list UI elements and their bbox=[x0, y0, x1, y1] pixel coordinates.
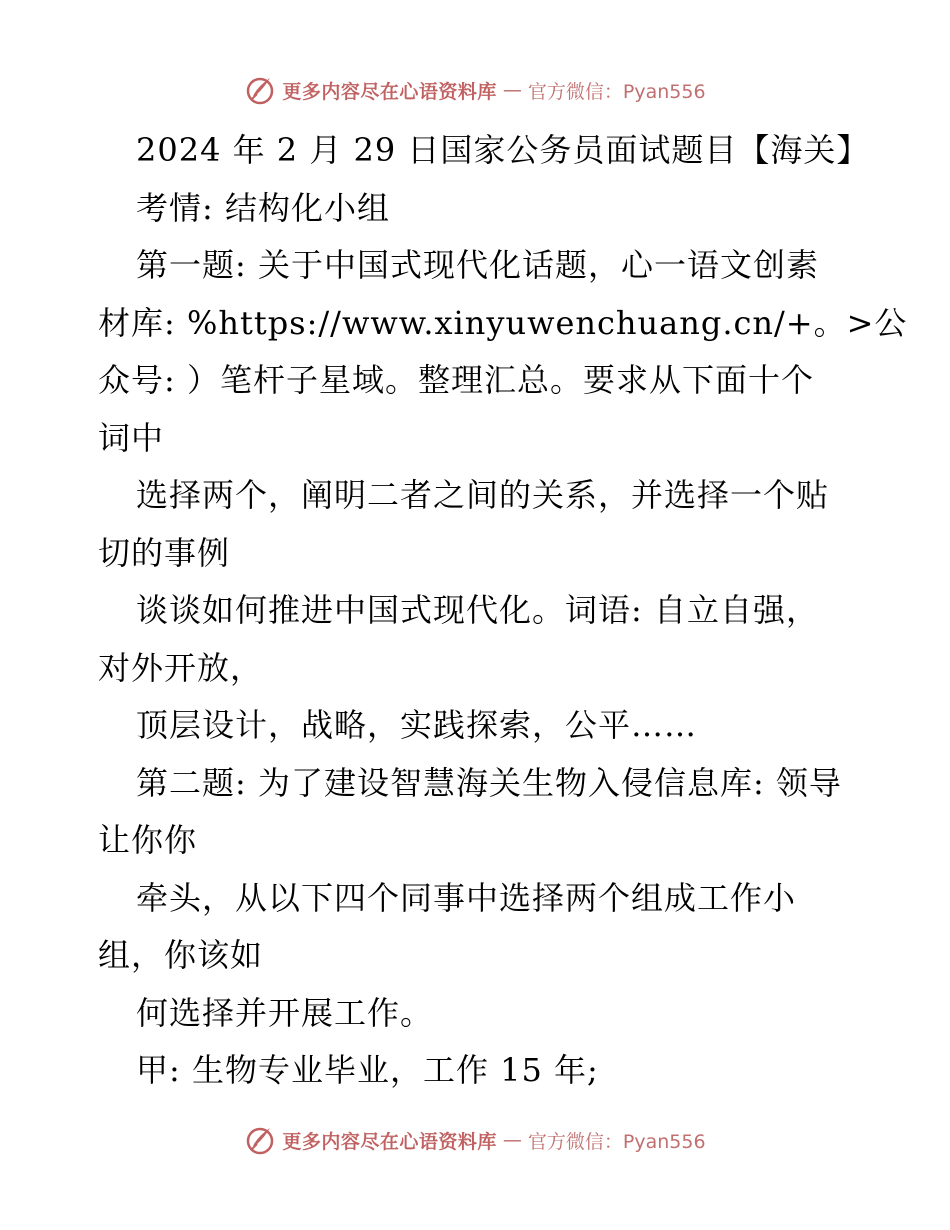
document-body bbox=[98, 122, 908, 1100]
paragraph-line: 让你你 bbox=[98, 821, 198, 859]
paragraph-line: 甲: 生物专业毕业，工作 15 年; bbox=[136, 1051, 599, 1089]
paragraph-line: 对外开放， bbox=[98, 648, 264, 687]
paragraph-line: 材库: %https://www.xinyuwenchuang.cn/+。>公 bbox=[98, 303, 908, 342]
paragraph-line: 众号: ）笔杆子星域。整理汇总。要求从下面十个 bbox=[98, 361, 814, 399]
watermark-text: 更多内容尽在心语资料库 bbox=[282, 1130, 497, 1153]
paragraph-line: 切的事例 bbox=[98, 533, 231, 572]
watermark-separator: — bbox=[502, 1129, 522, 1151]
paragraph-line: 选择两个，阐明二者之间的关系，并选择一个贴 bbox=[136, 476, 830, 514]
quill-seal-icon bbox=[244, 74, 276, 106]
paragraph-line: 组，你该如 bbox=[98, 936, 264, 974]
watermark-wechat: 官方微信：Pyan556 bbox=[527, 1130, 706, 1153]
watermark-wechat: 官方微信：Pyan556 bbox=[527, 80, 706, 103]
watermark-text: 更多内容尽在心语资料库 bbox=[282, 80, 497, 103]
paragraph-line: 词中 bbox=[98, 418, 165, 457]
watermark-separator: — bbox=[502, 79, 522, 101]
paragraph-line: 顶层设计，战略，实践探索，公平…… bbox=[136, 706, 698, 744]
paragraph-line: 何选择并开展工作。 bbox=[136, 993, 434, 1032]
paragraph-line: 牵头，从以下四个同事中选择两个组成工作小 bbox=[136, 878, 797, 917]
footer-watermark bbox=[0, 1122, 950, 1158]
paragraph-line: 考情: 结构化小组 bbox=[136, 188, 390, 227]
paragraph-line: 第一题: 关于中国式现代化话题，心一语文创素 bbox=[136, 246, 819, 284]
quill-seal-icon bbox=[244, 1124, 276, 1156]
paragraph-line: 谈谈如何推进中国式现代化。词语: 自立自强， bbox=[136, 591, 819, 629]
document-title: 2024 年 2 月 29 日国家公务员面试题目【海关】 bbox=[136, 131, 870, 169]
paragraph-line: 第二题: 为了建设智慧海关生物入侵信息库: 领导 bbox=[136, 763, 842, 802]
header-watermark bbox=[0, 72, 950, 108]
